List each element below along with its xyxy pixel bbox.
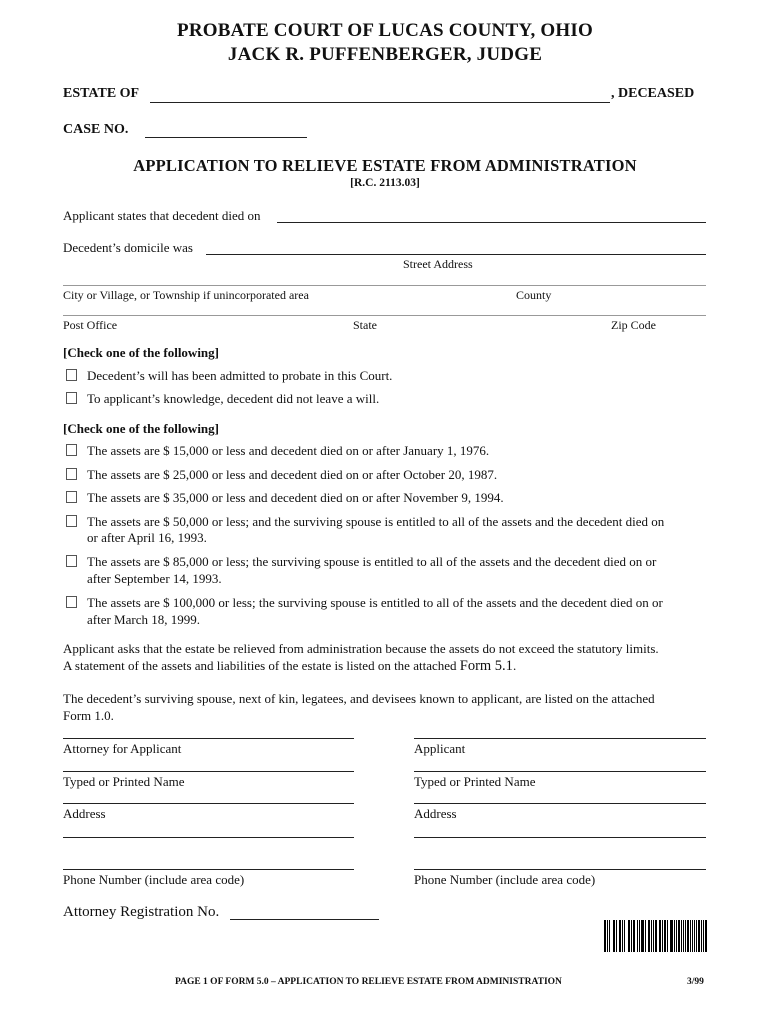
assets-85000-label: The assets are $ 85,000 or less; the surviving spouse is entitled to all of the assets and the decedent died on or	[87, 554, 657, 569]
attorney-phone-line[interactable]	[63, 869, 354, 870]
street-address-caption: Street Address	[403, 257, 473, 271]
assets-35000-label: The assets are $ 35,000 or less and decedent died on or after November 9, 1994.	[87, 490, 504, 505]
applicant-signature-line[interactable]	[414, 738, 706, 739]
assets-25000-label: The assets are $ 25,000 or less and decedent died on or after October 20, 1987.	[87, 467, 498, 482]
next-of-kin-line-1: The decedent’s surviving spouse, next of kin, legatees, and devisees known to applicant, are listed on the attached	[63, 691, 655, 706]
attorney-phone-caption: Phone Number (include area code)	[63, 872, 245, 887]
attorney-name-caption: Typed or Printed Name	[63, 774, 185, 789]
judge-title: JACK R. PUFFENBERGER, JUDGE	[227, 44, 543, 65]
city-caption: City or Village, or Township if unincorporated area	[63, 288, 309, 302]
assets-85000-label-cont: after September 14, 1993.	[87, 571, 222, 586]
attorney-address-line[interactable]	[63, 803, 354, 804]
attorney-caption: Attorney for Applicant	[63, 741, 182, 756]
applicant-address-caption: Address	[414, 806, 457, 821]
assets-15000-checkbox[interactable]	[66, 444, 77, 456]
case-number-label: CASE NO.	[63, 122, 129, 137]
attorney-address-line-2[interactable]	[63, 837, 354, 838]
domicile-label: Decedent’s domicile was	[63, 240, 193, 255]
barcode	[604, 920, 708, 952]
court-title: PROBATE COURT OF LUCAS COUNTY, OHIO	[177, 20, 593, 41]
footer-page-label: PAGE 1 OF FORM 5.0 – APPLICATION TO RELIEVE ESTATE FROM ADMINISTRATION	[175, 977, 562, 987]
applicant-phone-line[interactable]	[414, 869, 706, 870]
assets-section-heading: [Check one of the following]	[63, 421, 219, 436]
assets-50000-label-cont: or after April 16, 1993.	[87, 530, 207, 545]
assets-100000-checkbox[interactable]	[66, 596, 77, 608]
state-caption: State	[353, 318, 377, 332]
no-will-checkbox[interactable]	[66, 392, 77, 404]
case-number-field[interactable]	[145, 137, 307, 138]
form-5-1-reference: Form 5.1	[459, 658, 513, 674]
street-address-field[interactable]	[206, 254, 706, 255]
registration-label: Attorney Registration No.	[63, 904, 220, 920]
zip-caption: Zip Code	[611, 318, 656, 332]
will-admitted-label: Decedent’s will has been admitted to probate in this Court.	[87, 368, 393, 383]
post-office-caption: Post Office	[63, 318, 118, 332]
no-will-label: To applicant’s knowledge, decedent did not leave a will.	[87, 391, 380, 406]
post-office-state-zip-field[interactable]	[63, 315, 706, 316]
form-title: APPLICATION TO RELIEVE ESTATE FROM ADMINISTRATION	[133, 156, 637, 175]
county-caption: County	[516, 288, 552, 302]
assets-25000-checkbox[interactable]	[66, 468, 77, 480]
assets-100000-label: The assets are $ 100,000 or less; the surviving spouse is entitled to all of the assets and the decedent died on or	[87, 595, 663, 610]
next-of-kin-line-2: Form 1.0.	[63, 708, 114, 723]
deceased-label: , DECEASED	[611, 86, 695, 101]
statute-reference: [R.C. 2113.03]	[350, 177, 420, 189]
died-on-label: Applicant states that decedent died on	[63, 208, 261, 223]
applicant-address-line-2[interactable]	[414, 837, 706, 838]
applicant-name-line[interactable]	[414, 771, 706, 772]
will-admitted-checkbox[interactable]	[66, 369, 77, 381]
attorney-name-line[interactable]	[63, 771, 354, 772]
date-of-death-field[interactable]	[277, 222, 706, 223]
will-section-heading: [Check one of the following]	[63, 345, 219, 360]
footer-revision: 3/99	[687, 977, 704, 987]
assets-35000-checkbox[interactable]	[66, 491, 77, 503]
estate-name-field[interactable]	[150, 102, 610, 103]
assets-50000-checkbox[interactable]	[66, 515, 77, 527]
assets-100000-label-cont: after March 18, 1999.	[87, 612, 200, 627]
estate-label: ESTATE OF	[63, 86, 140, 101]
applicant-address-line[interactable]	[414, 803, 706, 804]
assets-85000-checkbox[interactable]	[66, 555, 77, 567]
applicant-caption: Applicant	[414, 741, 466, 756]
request-line-1: Applicant asks that the estate be relieved from administration because the assets do not exceed the statutory limits.	[63, 641, 659, 656]
request-line-2-suffix: .	[512, 658, 517, 673]
applicant-name-caption: Typed or Printed Name	[414, 774, 536, 789]
request-line-2-prefix: A statement of the assets and liabilities of the estate is listed on the attached	[63, 658, 460, 673]
registration-number-field[interactable]	[230, 919, 379, 920]
applicant-phone-caption: Phone Number (include area code)	[414, 872, 596, 887]
assets-15000-label: The assets are $ 15,000 or less and decedent died on or after January 1, 1976.	[87, 443, 490, 458]
request-line-2	[63, 658, 516, 675]
assets-50000-label: The assets are $ 50,000 or less; and the surviving spouse is entitled to all of the assets and the decedent died on	[87, 514, 665, 529]
attorney-signature-line[interactable]	[63, 738, 354, 739]
attorney-address-caption: Address	[63, 806, 106, 821]
city-county-field[interactable]	[63, 285, 706, 286]
